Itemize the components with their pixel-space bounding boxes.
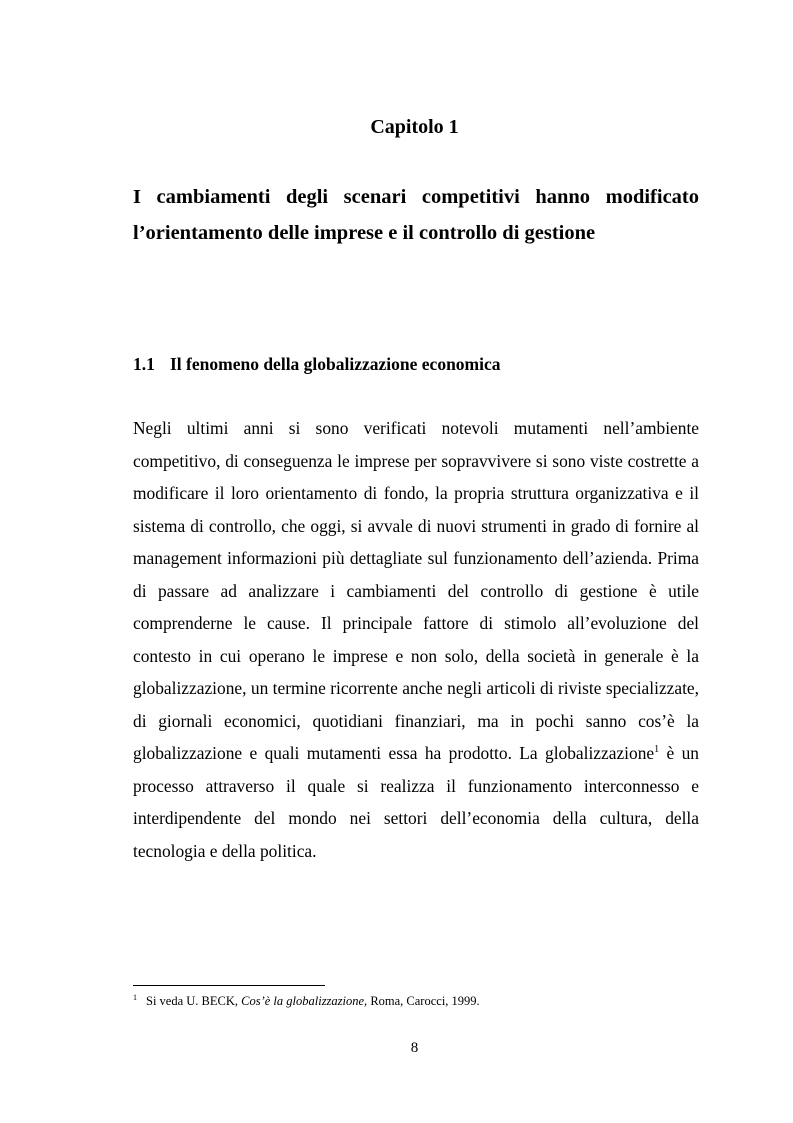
- section-heading: [133, 351, 501, 377]
- body-paragraph: [133, 412, 699, 867]
- page-number: 8: [410, 1040, 419, 1056]
- footnote: [133, 993, 480, 1009]
- paragraph-text-part-1: Negli ultimi anni si sono verificati notevoli mutamenti nell’ambiente competitivo, di conseguenza le imprese per sopravvivere si sono viste costrette a modificare il loro orientamento di fondo, la propria struttura organizzativa e il sistema di controllo, che oggi, si avvale di nuovi strumenti in grado di fornire al management informazioni più dettagliate sul funzionamento dell’azienda. Prima di passare ad analizzare i cambiamenti del controllo di gestione è utile comprenderne le cause. Il principale fattore di stimolo all’evoluzione del contesto in cui operano le imprese e non solo, della società in generale è la globalizzazione, un termine ricorrente anche negli articoli di riviste specializzate, di giornali economici, quotidiani finanziari, ma in pochi sanno cos’è la globalizzazione e quali mutamenti essa ha prodotto. La globalizzazione: [133, 418, 699, 763]
- footnote-cited-title: Cos’è la globalizzazione,: [241, 994, 368, 1008]
- section-title: Il fenomeno della globalizzazione economica: [170, 354, 501, 374]
- chapter-label: Capitolo 1: [370, 116, 459, 138]
- footnote-reference: 1: [654, 744, 660, 755]
- footnote-text-end: Roma, Carocci, 1999.: [367, 994, 480, 1008]
- footnote-text-start: Si veda U. BECK,: [146, 994, 242, 1008]
- chapter-title: I cambiamenti degli scenari competitivi hanno modificato l’orientamento delle imprese e il controllo di gestione: [133, 186, 699, 244]
- paragraph-text-part-2: è un processo attraverso il quale si realizza il funzionamento interconnesso e interdipendente del mondo nei settori dell’economia della cultura, della tecnologia e della politica.: [133, 743, 700, 861]
- footnote-marker: 1: [133, 993, 137, 1002]
- section-number: 1.1: [133, 354, 155, 374]
- footnote-divider: [133, 985, 325, 986]
